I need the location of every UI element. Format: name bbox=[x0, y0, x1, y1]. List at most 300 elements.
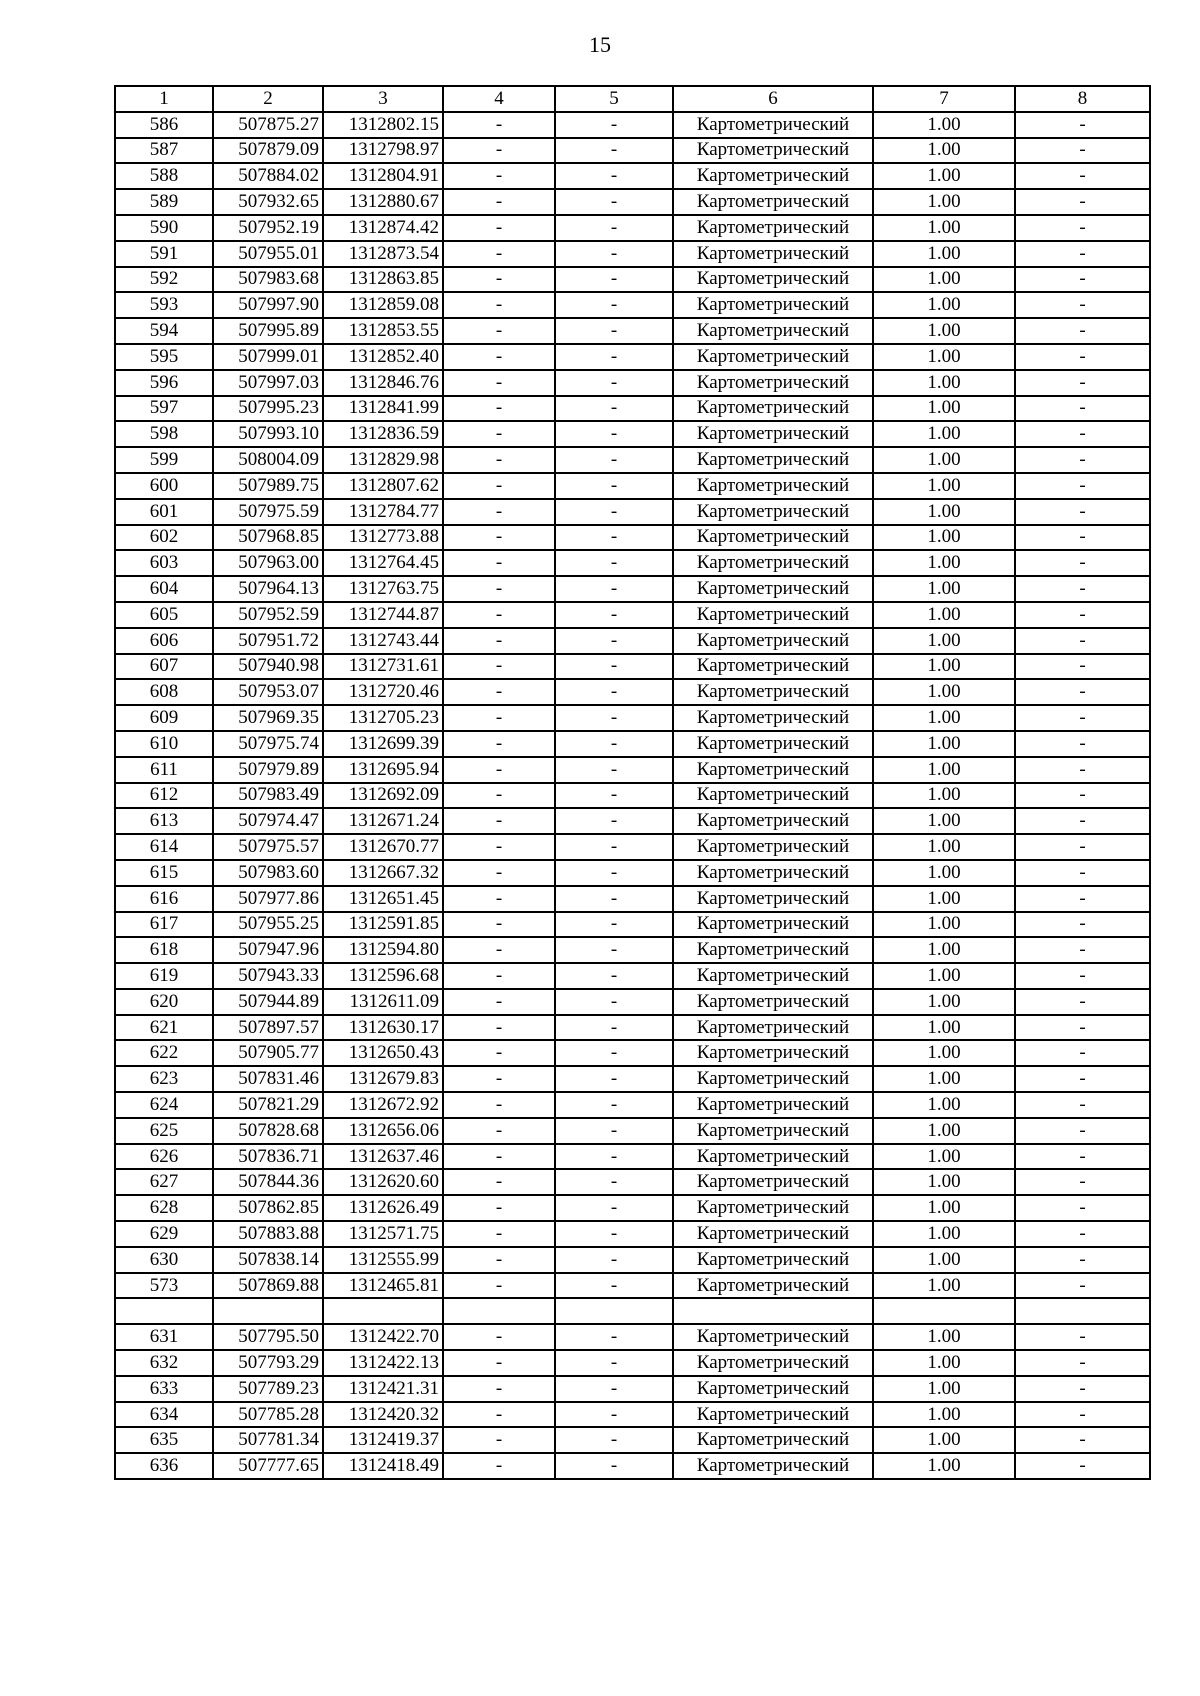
cell-col-5: - bbox=[555, 1324, 673, 1350]
page-number: 15 bbox=[589, 32, 611, 57]
cell-point-number: 633 bbox=[115, 1376, 213, 1402]
cell-col-4: - bbox=[443, 989, 555, 1015]
cell-y-coordinate: 1312630.17 bbox=[323, 1015, 443, 1041]
cell-col-4: - bbox=[443, 499, 555, 525]
cell-method: Картометрический bbox=[673, 834, 873, 860]
cell-point-number: 611 bbox=[115, 757, 213, 783]
table-row bbox=[115, 989, 1150, 1015]
cell-method: Картометрический bbox=[673, 1092, 873, 1118]
cell-col-5: - bbox=[555, 731, 673, 757]
cell-method: Картометрический bbox=[673, 1066, 873, 1092]
table-row bbox=[115, 1169, 1150, 1195]
cell-y-coordinate: 1312620.60 bbox=[323, 1169, 443, 1195]
cell-col-8: - bbox=[1015, 602, 1150, 628]
cell-method: Картометрический bbox=[673, 757, 873, 783]
cell-accuracy: 1.00 bbox=[873, 1040, 1015, 1066]
cell-col-8: - bbox=[1015, 808, 1150, 834]
cell-y-coordinate: 1312695.94 bbox=[323, 757, 443, 783]
cell-point-number: 591 bbox=[115, 241, 213, 267]
cell-col-8: - bbox=[1015, 1092, 1150, 1118]
cell-col-5: - bbox=[555, 757, 673, 783]
cell-x-coordinate: 507844.36 bbox=[213, 1169, 323, 1195]
cell-col-5: - bbox=[555, 550, 673, 576]
cell-col-4: - bbox=[443, 370, 555, 396]
table-row bbox=[115, 602, 1150, 628]
cell-col-4: - bbox=[443, 679, 555, 705]
cell-col-4 bbox=[443, 1298, 555, 1324]
cell-x-coordinate: 507944.89 bbox=[213, 989, 323, 1015]
cell-col-8: - bbox=[1015, 654, 1150, 680]
cell-method: Картометрический bbox=[673, 912, 873, 938]
cell-x-coordinate: 507951.72 bbox=[213, 628, 323, 654]
cell-method: Картометрический bbox=[673, 447, 873, 473]
cell-col-8: - bbox=[1015, 783, 1150, 809]
cell-x-coordinate: 507862.85 bbox=[213, 1195, 323, 1221]
cell-point-number: 597 bbox=[115, 396, 213, 422]
cell-col-8: - bbox=[1015, 112, 1150, 138]
cell-col-5: - bbox=[555, 576, 673, 602]
cell-col-5: - bbox=[555, 1221, 673, 1247]
cell-point-number: 595 bbox=[115, 344, 213, 370]
cell-y-coordinate: 1312555.99 bbox=[323, 1247, 443, 1273]
table-row bbox=[115, 1040, 1150, 1066]
cell-point-number: 589 bbox=[115, 189, 213, 215]
cell-accuracy: 1.00 bbox=[873, 1118, 1015, 1144]
cell-x-coordinate: 507977.86 bbox=[213, 886, 323, 912]
cell-col-8: - bbox=[1015, 1350, 1150, 1376]
cell-y-coordinate: 1312731.61 bbox=[323, 654, 443, 680]
cell-y-coordinate: 1312418.49 bbox=[323, 1453, 443, 1479]
cell-y-coordinate: 1312764.45 bbox=[323, 550, 443, 576]
cell-method: Картометрический bbox=[673, 654, 873, 680]
cell-x-coordinate: 507953.07 bbox=[213, 679, 323, 705]
cell-col-4: - bbox=[443, 1118, 555, 1144]
cell-col-4: - bbox=[443, 1247, 555, 1273]
table-row bbox=[115, 1402, 1150, 1428]
cell-accuracy: 1.00 bbox=[873, 138, 1015, 164]
cell-y-coordinate: 1312720.46 bbox=[323, 679, 443, 705]
cell-col-8: - bbox=[1015, 241, 1150, 267]
table-row bbox=[115, 112, 1150, 138]
cell-point-number: 625 bbox=[115, 1118, 213, 1144]
cell-col-4: - bbox=[443, 783, 555, 809]
cell-method: Картометрический bbox=[673, 808, 873, 834]
cell-y-coordinate: 1312650.43 bbox=[323, 1040, 443, 1066]
table-row bbox=[115, 1453, 1150, 1479]
cell-point-number: 606 bbox=[115, 628, 213, 654]
cell-point-number: 629 bbox=[115, 1221, 213, 1247]
cell-accuracy: 1.00 bbox=[873, 576, 1015, 602]
cell-col-8: - bbox=[1015, 1040, 1150, 1066]
cell-col-4: - bbox=[443, 576, 555, 602]
cell-col-4: - bbox=[443, 1402, 555, 1428]
cell-col-8: - bbox=[1015, 628, 1150, 654]
cell-method: Картометрический bbox=[673, 1195, 873, 1221]
cell-method: Картометрический bbox=[673, 989, 873, 1015]
cell-col-5: - bbox=[555, 654, 673, 680]
cell-point-number: 620 bbox=[115, 989, 213, 1015]
cell-y-coordinate: 1312699.39 bbox=[323, 731, 443, 757]
cell-col-8: - bbox=[1015, 421, 1150, 447]
cell-x-coordinate: 507995.89 bbox=[213, 318, 323, 344]
cell-col-5: - bbox=[555, 163, 673, 189]
cell-accuracy: 1.00 bbox=[873, 292, 1015, 318]
cell-col-4: - bbox=[443, 705, 555, 731]
cell-col-4: - bbox=[443, 886, 555, 912]
cell-col-8: - bbox=[1015, 267, 1150, 293]
cell-col-8: - bbox=[1015, 396, 1150, 422]
cell-x-coordinate: 507999.01 bbox=[213, 344, 323, 370]
cell-col-8: - bbox=[1015, 1453, 1150, 1479]
cell-y-coordinate: 1312705.23 bbox=[323, 705, 443, 731]
table-row bbox=[115, 679, 1150, 705]
cell-x-coordinate: 507955.25 bbox=[213, 912, 323, 938]
cell-col-4: - bbox=[443, 654, 555, 680]
cell-col-5: - bbox=[555, 525, 673, 551]
cell-col-4: - bbox=[443, 1453, 555, 1479]
table-row bbox=[115, 1221, 1150, 1247]
table-row bbox=[115, 499, 1150, 525]
cell-col-4: - bbox=[443, 344, 555, 370]
cell-accuracy: 1.00 bbox=[873, 1247, 1015, 1273]
cell-x-coordinate: 507955.01 bbox=[213, 241, 323, 267]
cell-method: Картометрический bbox=[673, 1144, 873, 1170]
cell-method: Картометрический bbox=[673, 1118, 873, 1144]
cell-accuracy: 1.00 bbox=[873, 396, 1015, 422]
cell-col-4: - bbox=[443, 163, 555, 189]
cell-y-coordinate: 1312829.98 bbox=[323, 447, 443, 473]
cell-point-number: 627 bbox=[115, 1169, 213, 1195]
table-row bbox=[115, 731, 1150, 757]
cell-method: Картометрический bbox=[673, 1169, 873, 1195]
cell-y-coordinate: 1312419.37 bbox=[323, 1427, 443, 1453]
cell-accuracy: 1.00 bbox=[873, 550, 1015, 576]
header-cell-5: 5 bbox=[555, 86, 673, 112]
cell-point-number: 603 bbox=[115, 550, 213, 576]
cell-point-number: 612 bbox=[115, 783, 213, 809]
cell-x-coordinate: 507875.27 bbox=[213, 112, 323, 138]
cell-accuracy: 1.00 bbox=[873, 628, 1015, 654]
cell-col-5: - bbox=[555, 1453, 673, 1479]
cell-x-coordinate: 507828.68 bbox=[213, 1118, 323, 1144]
cell-accuracy: 1.00 bbox=[873, 1066, 1015, 1092]
cell-col-5: - bbox=[555, 1169, 673, 1195]
cell-col-4: - bbox=[443, 1221, 555, 1247]
cell-x-coordinate: 507838.14 bbox=[213, 1247, 323, 1273]
cell-y-coordinate: 1312667.32 bbox=[323, 860, 443, 886]
cell-accuracy: 1.00 bbox=[873, 318, 1015, 344]
cell-accuracy: 1.00 bbox=[873, 912, 1015, 938]
cell-col-5: - bbox=[555, 473, 673, 499]
cell-point-number: 623 bbox=[115, 1066, 213, 1092]
cell-method: Картометрический bbox=[673, 1015, 873, 1041]
cell-method: Картометрический bbox=[673, 215, 873, 241]
cell-x-coordinate: 507952.19 bbox=[213, 215, 323, 241]
cell-col-4: - bbox=[443, 731, 555, 757]
cell-method: Картометрический bbox=[673, 1273, 873, 1299]
cell-y-coordinate: 1312743.44 bbox=[323, 628, 443, 654]
cell-method: Картометрический bbox=[673, 731, 873, 757]
cell-col-4: - bbox=[443, 628, 555, 654]
cell-point-number: 599 bbox=[115, 447, 213, 473]
header-cell-2: 2 bbox=[213, 86, 323, 112]
cell-col-4: - bbox=[443, 937, 555, 963]
cell-point-number: 596 bbox=[115, 370, 213, 396]
cell-point-number: 616 bbox=[115, 886, 213, 912]
cell-method: Картометрический bbox=[673, 1040, 873, 1066]
cell-point-number: 634 bbox=[115, 1402, 213, 1428]
cell-y-coordinate: 1312859.08 bbox=[323, 292, 443, 318]
cell-point-number: 636 bbox=[115, 1453, 213, 1479]
cell-method: Картометрический bbox=[673, 963, 873, 989]
cell-method: Картометрический bbox=[673, 628, 873, 654]
cell-y-coordinate: 1312637.46 bbox=[323, 1144, 443, 1170]
cell-y-coordinate: 1312670.77 bbox=[323, 834, 443, 860]
cell-point-number: 630 bbox=[115, 1247, 213, 1273]
cell-y-coordinate: 1312841.99 bbox=[323, 396, 443, 422]
header-cell-4: 4 bbox=[443, 86, 555, 112]
cell-col-8: - bbox=[1015, 215, 1150, 241]
cell-point-number: 617 bbox=[115, 912, 213, 938]
cell-point-number: 600 bbox=[115, 473, 213, 499]
cell-method: Картометрический bbox=[673, 241, 873, 267]
cell-method: Картометрический bbox=[673, 886, 873, 912]
cell-col-8: - bbox=[1015, 1195, 1150, 1221]
cell-x-coordinate: 507879.09 bbox=[213, 138, 323, 164]
header-cell-1: 1 bbox=[115, 86, 213, 112]
cell-col-4: - bbox=[443, 447, 555, 473]
cell-method bbox=[673, 1298, 873, 1324]
cell-accuracy: 1.00 bbox=[873, 1427, 1015, 1453]
table-row bbox=[115, 705, 1150, 731]
cell-accuracy: 1.00 bbox=[873, 602, 1015, 628]
cell-accuracy: 1.00 bbox=[873, 267, 1015, 293]
cell-x-coordinate: 507983.68 bbox=[213, 267, 323, 293]
cell-y-coordinate: 1312465.81 bbox=[323, 1273, 443, 1299]
cell-x-coordinate: 507969.35 bbox=[213, 705, 323, 731]
cell-col-5: - bbox=[555, 808, 673, 834]
cell-col-5: - bbox=[555, 1118, 673, 1144]
cell-col-5: - bbox=[555, 912, 673, 938]
cell-x-coordinate: 507975.59 bbox=[213, 499, 323, 525]
cell-col-5: - bbox=[555, 112, 673, 138]
cell-x-coordinate: 507789.23 bbox=[213, 1376, 323, 1402]
table-row bbox=[115, 757, 1150, 783]
cell-x-coordinate: 507964.13 bbox=[213, 576, 323, 602]
cell-y-coordinate: 1312422.70 bbox=[323, 1324, 443, 1350]
cell-col-8: - bbox=[1015, 860, 1150, 886]
cell-col-4: - bbox=[443, 241, 555, 267]
cell-col-4: - bbox=[443, 1169, 555, 1195]
cell-col-8: - bbox=[1015, 189, 1150, 215]
cell-x-coordinate: 507983.60 bbox=[213, 860, 323, 886]
cell-x-coordinate: 507995.23 bbox=[213, 396, 323, 422]
cell-col-5: - bbox=[555, 396, 673, 422]
cell-y-coordinate: 1312672.92 bbox=[323, 1092, 443, 1118]
cell-y-coordinate: 1312798.97 bbox=[323, 138, 443, 164]
cell-accuracy: 1.00 bbox=[873, 1195, 1015, 1221]
table-row bbox=[115, 267, 1150, 293]
table-row bbox=[115, 1427, 1150, 1453]
cell-method: Картометрический bbox=[673, 473, 873, 499]
cell-col-5: - bbox=[555, 1376, 673, 1402]
cell-accuracy bbox=[873, 1298, 1015, 1324]
cell-method: Картометрический bbox=[673, 576, 873, 602]
table-row bbox=[115, 344, 1150, 370]
cell-col-8: - bbox=[1015, 679, 1150, 705]
cell-x-coordinate: 507932.65 bbox=[213, 189, 323, 215]
cell-col-5: - bbox=[555, 1402, 673, 1428]
cell-col-5: - bbox=[555, 989, 673, 1015]
table-row bbox=[115, 1298, 1150, 1324]
cell-col-5: - bbox=[555, 602, 673, 628]
cell-point-number: 604 bbox=[115, 576, 213, 602]
cell-col-8: - bbox=[1015, 731, 1150, 757]
cell-col-8: - bbox=[1015, 705, 1150, 731]
cell-col-5: - bbox=[555, 292, 673, 318]
cell-col-5: - bbox=[555, 1040, 673, 1066]
cell-x-coordinate: 507940.98 bbox=[213, 654, 323, 680]
cell-col-4: - bbox=[443, 396, 555, 422]
cell-y-coordinate: 1312671.24 bbox=[323, 808, 443, 834]
cell-col-8: - bbox=[1015, 1221, 1150, 1247]
cell-col-5: - bbox=[555, 1247, 673, 1273]
table-row bbox=[115, 886, 1150, 912]
cell-col-4: - bbox=[443, 138, 555, 164]
cell-y-coordinate: 1312692.09 bbox=[323, 783, 443, 809]
cell-point-number: 624 bbox=[115, 1092, 213, 1118]
cell-method: Картометрический bbox=[673, 396, 873, 422]
cell-col-4: - bbox=[443, 1195, 555, 1221]
cell-col-4: - bbox=[443, 757, 555, 783]
cell-point-number: 619 bbox=[115, 963, 213, 989]
cell-col-4: - bbox=[443, 834, 555, 860]
cell-x-coordinate: 507979.89 bbox=[213, 757, 323, 783]
table-row bbox=[115, 215, 1150, 241]
cell-method: Картометрический bbox=[673, 860, 873, 886]
cell-x-coordinate: 507983.49 bbox=[213, 783, 323, 809]
cell-col-5: - bbox=[555, 138, 673, 164]
cell-col-5: - bbox=[555, 215, 673, 241]
table-row bbox=[115, 241, 1150, 267]
cell-x-coordinate: 507777.65 bbox=[213, 1453, 323, 1479]
cell-col-8: - bbox=[1015, 1015, 1150, 1041]
cell-method: Картометрический bbox=[673, 138, 873, 164]
cell-method: Картометрический bbox=[673, 1247, 873, 1273]
cell-col-4: - bbox=[443, 473, 555, 499]
cell-y-coordinate: 1312763.75 bbox=[323, 576, 443, 602]
cell-col-4: - bbox=[443, 550, 555, 576]
table-row bbox=[115, 576, 1150, 602]
cell-x-coordinate: 507943.33 bbox=[213, 963, 323, 989]
cell-method: Картометрический bbox=[673, 1350, 873, 1376]
cell-col-5: - bbox=[555, 241, 673, 267]
table-body bbox=[115, 86, 1150, 1479]
cell-accuracy: 1.00 bbox=[873, 1092, 1015, 1118]
header-cell-7: 7 bbox=[873, 86, 1015, 112]
table-row bbox=[115, 421, 1150, 447]
cell-x-coordinate: 507989.75 bbox=[213, 473, 323, 499]
cell-col-8: - bbox=[1015, 1324, 1150, 1350]
table-row bbox=[115, 189, 1150, 215]
cell-method: Картометрический bbox=[673, 937, 873, 963]
cell-col-4: - bbox=[443, 1040, 555, 1066]
cell-y-coordinate: 1312744.87 bbox=[323, 602, 443, 628]
cell-method: Картометрический bbox=[673, 267, 873, 293]
cell-point-number: 609 bbox=[115, 705, 213, 731]
cell-point-number: 618 bbox=[115, 937, 213, 963]
cell-method: Картометрический bbox=[673, 421, 873, 447]
cell-method: Картометрический bbox=[673, 1402, 873, 1428]
cell-method: Картометрический bbox=[673, 525, 873, 551]
cell-y-coordinate: 1312420.32 bbox=[323, 1402, 443, 1428]
cell-point-number: 613 bbox=[115, 808, 213, 834]
table-row bbox=[115, 860, 1150, 886]
cell-col-4: - bbox=[443, 860, 555, 886]
cell-y-coordinate: 1312656.06 bbox=[323, 1118, 443, 1144]
cell-col-5: - bbox=[555, 370, 673, 396]
cell-x-coordinate: 507975.57 bbox=[213, 834, 323, 860]
cell-accuracy: 1.00 bbox=[873, 241, 1015, 267]
cell-col-5: - bbox=[555, 886, 673, 912]
cell-col-8: - bbox=[1015, 989, 1150, 1015]
cell-col-5: - bbox=[555, 628, 673, 654]
table-row bbox=[115, 1195, 1150, 1221]
cell-point-number: 573 bbox=[115, 1273, 213, 1299]
cell-col-4: - bbox=[443, 1324, 555, 1350]
cell-y-coordinate: 1312679.83 bbox=[323, 1066, 443, 1092]
cell-accuracy: 1.00 bbox=[873, 1324, 1015, 1350]
cell-col-4: - bbox=[443, 1144, 555, 1170]
cell-col-8: - bbox=[1015, 318, 1150, 344]
cell-col-8: - bbox=[1015, 473, 1150, 499]
cell-col-4: - bbox=[443, 421, 555, 447]
cell-y-coordinate bbox=[323, 1298, 443, 1324]
cell-x-coordinate: 507884.02 bbox=[213, 163, 323, 189]
cell-x-coordinate: 507831.46 bbox=[213, 1066, 323, 1092]
cell-col-8: - bbox=[1015, 1376, 1150, 1402]
cell-col-8: - bbox=[1015, 912, 1150, 938]
cell-col-4: - bbox=[443, 1350, 555, 1376]
cell-col-8: - bbox=[1015, 1427, 1150, 1453]
cell-col-4: - bbox=[443, 963, 555, 989]
cell-accuracy: 1.00 bbox=[873, 525, 1015, 551]
cell-accuracy: 1.00 bbox=[873, 705, 1015, 731]
cell-col-5: - bbox=[555, 860, 673, 886]
table-row bbox=[115, 1144, 1150, 1170]
table-row bbox=[115, 292, 1150, 318]
table-row bbox=[115, 1273, 1150, 1299]
cell-col-8: - bbox=[1015, 550, 1150, 576]
cell-y-coordinate: 1312784.77 bbox=[323, 499, 443, 525]
cell-point-number: 626 bbox=[115, 1144, 213, 1170]
cell-y-coordinate: 1312611.09 bbox=[323, 989, 443, 1015]
cell-x-coordinate: 507997.03 bbox=[213, 370, 323, 396]
cell-y-coordinate: 1312807.62 bbox=[323, 473, 443, 499]
cell-col-8: - bbox=[1015, 163, 1150, 189]
cell-col-5: - bbox=[555, 705, 673, 731]
cell-col-5: - bbox=[555, 963, 673, 989]
cell-accuracy: 1.00 bbox=[873, 1376, 1015, 1402]
table-row bbox=[115, 1324, 1150, 1350]
cell-method: Картометрический bbox=[673, 705, 873, 731]
cell-col-5: - bbox=[555, 1195, 673, 1221]
cell-method: Картометрический bbox=[673, 1324, 873, 1350]
cell-col-4: - bbox=[443, 1092, 555, 1118]
cell-x-coordinate: 507869.88 bbox=[213, 1273, 323, 1299]
cell-point-number: 593 bbox=[115, 292, 213, 318]
cell-col-8: - bbox=[1015, 1066, 1150, 1092]
